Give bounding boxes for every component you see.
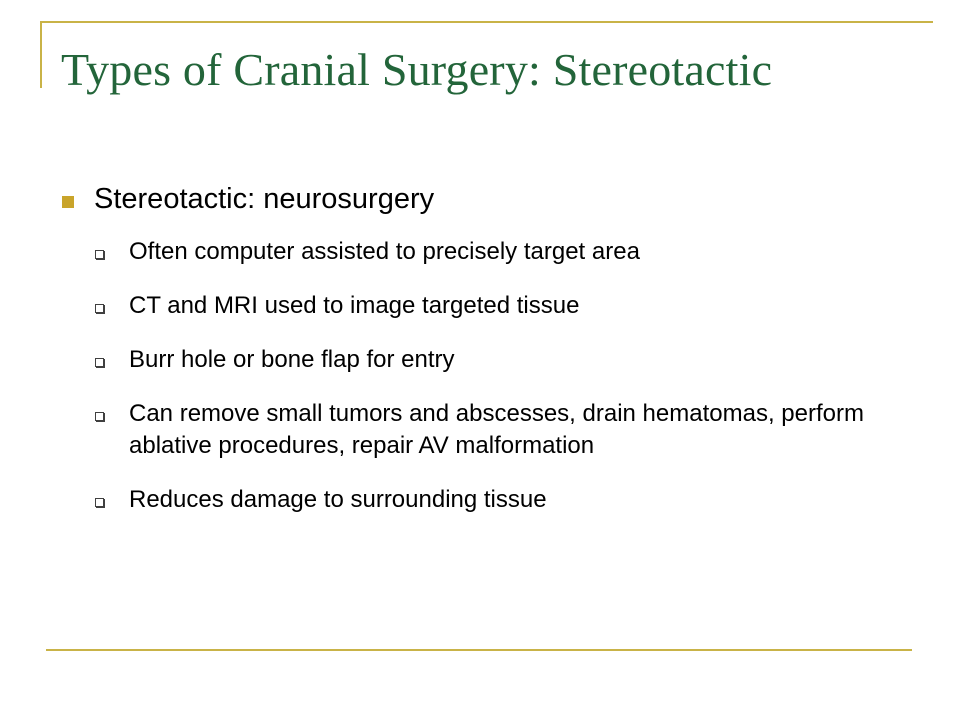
sub-bullet-text: Can remove small tumors and abscesses, drain hematomas, perform ablative procedures, repair AV malformation — [129, 400, 864, 459]
sub-bullet-text: Burr hole or bone flap for entry — [129, 346, 455, 373]
hollow-square-bullet-icon — [95, 304, 104, 313]
sub-bullet — [60, 236, 880, 268]
sub-bullet-list — [60, 236, 880, 516]
sub-bullet — [60, 484, 880, 516]
slide-content — [60, 176, 880, 538]
hollow-square-bullet-icon — [95, 412, 104, 421]
hollow-square-bullet-icon — [95, 250, 104, 259]
sub-bullet-text: Often computer assisted to precisely target area — [129, 238, 640, 265]
hollow-square-bullet-icon — [95, 358, 104, 367]
left-accent-rule — [40, 21, 42, 88]
main-bullet — [60, 176, 880, 222]
bottom-accent-rule — [46, 649, 912, 651]
main-bullet-text: Stereotactic: neurosurgery — [94, 183, 435, 215]
sub-bullet — [60, 290, 880, 322]
hollow-square-bullet-icon — [95, 498, 104, 507]
sub-bullet-text: CT and MRI used to image targeted tissue — [129, 292, 580, 319]
top-accent-rule — [40, 21, 933, 23]
sub-bullet-text: Reduces damage to surrounding tissue — [129, 486, 547, 513]
slide-title: Types of Cranial Surgery: Stereotactic — [61, 44, 773, 95]
filled-square-bullet-icon — [62, 196, 74, 208]
sub-bullet — [60, 344, 880, 376]
sub-bullet — [60, 398, 880, 462]
